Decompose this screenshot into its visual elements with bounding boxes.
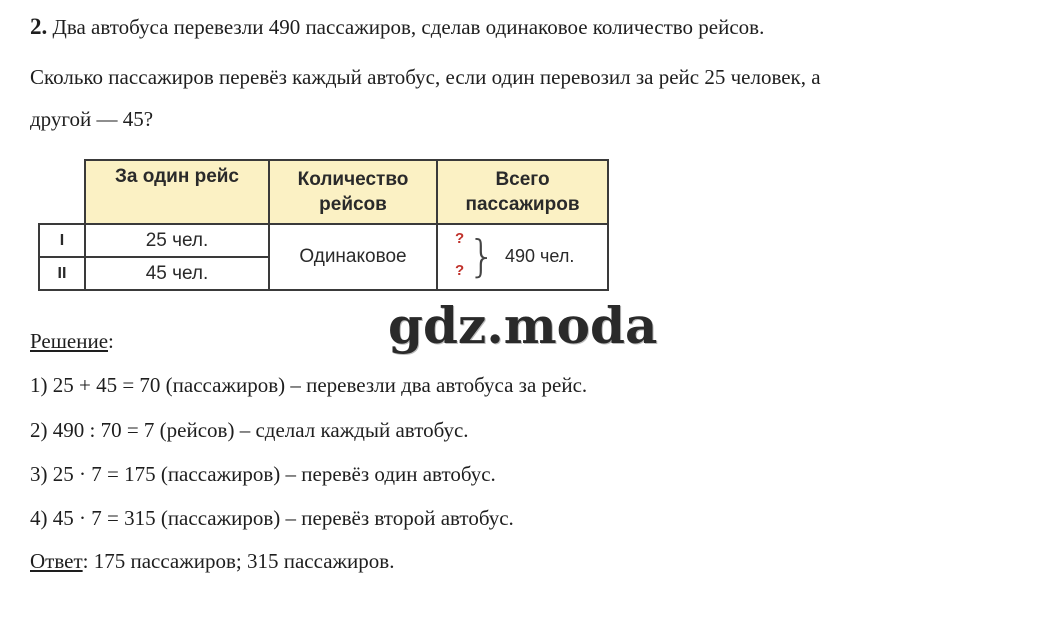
answer-text: : 175 пассажиров; 315 пассажиров. [82, 549, 395, 573]
answer-label: Ответ [30, 549, 83, 573]
solution-step-3: 3) 25 · 7 = 175 (пассажиров) – перевёз один автобус. [30, 462, 496, 486]
total-value: 490 чел. [505, 246, 575, 266]
solution-heading-colon: : [108, 329, 114, 353]
table-corner [39, 160, 85, 224]
table-header-row [39, 160, 608, 224]
solution-heading-label: Решение [30, 329, 109, 353]
total-cell [437, 224, 608, 290]
watermark: gdz.moda [388, 296, 658, 355]
total-wrap [438, 225, 607, 289]
brace-icon: } [468, 231, 496, 282]
solution-step-1: 1) 25 + 45 = 70 (пассажиров) – перевезли два автобуса за рейс. [30, 373, 588, 397]
problem-text-1: Два автобуса перевезли 490 пассажиров, сделав одинаковое количество рейсов. [52, 15, 765, 39]
trips-cell: Одинаковое [269, 224, 437, 290]
header-total [437, 160, 608, 224]
problem-line-2: Сколько пассажиров перевёз каждый автобус, если один перевозил за рейс 25 человек, а [30, 65, 821, 89]
solution-step-2: 2) 490 : 70 = 7 (рейсов) – сделал каждый автобус. [30, 418, 469, 442]
problem-number: 2. [30, 14, 48, 39]
problem-line-1 [30, 14, 764, 40]
header-trips-line1: Количество [297, 169, 409, 190]
answer-line [30, 549, 394, 574]
unknown-mark-1: ? [455, 230, 465, 247]
solution-heading [30, 329, 114, 354]
problem-line-3: другой — 45? [30, 107, 154, 131]
unknown-mark-2: ? [455, 262, 465, 279]
solution-step-4: 4) 45 · 7 = 315 (пассажиров) – перевёз второй автобус. [30, 506, 514, 530]
table-row [39, 224, 608, 257]
header-total-line2: пассажиров [465, 194, 580, 215]
row-per-trip-2: 45 чел. [85, 257, 269, 290]
header-per-trip: За один рейс [85, 160, 269, 224]
row-per-trip-1: 25 чел. [85, 224, 269, 257]
header-trips-line2: рейсов [319, 194, 387, 215]
row-label-2: II [39, 257, 85, 290]
data-table [38, 159, 609, 291]
row-label-1: I [39, 224, 85, 257]
header-total-line1: Всего [495, 169, 550, 190]
header-trips [269, 160, 437, 224]
